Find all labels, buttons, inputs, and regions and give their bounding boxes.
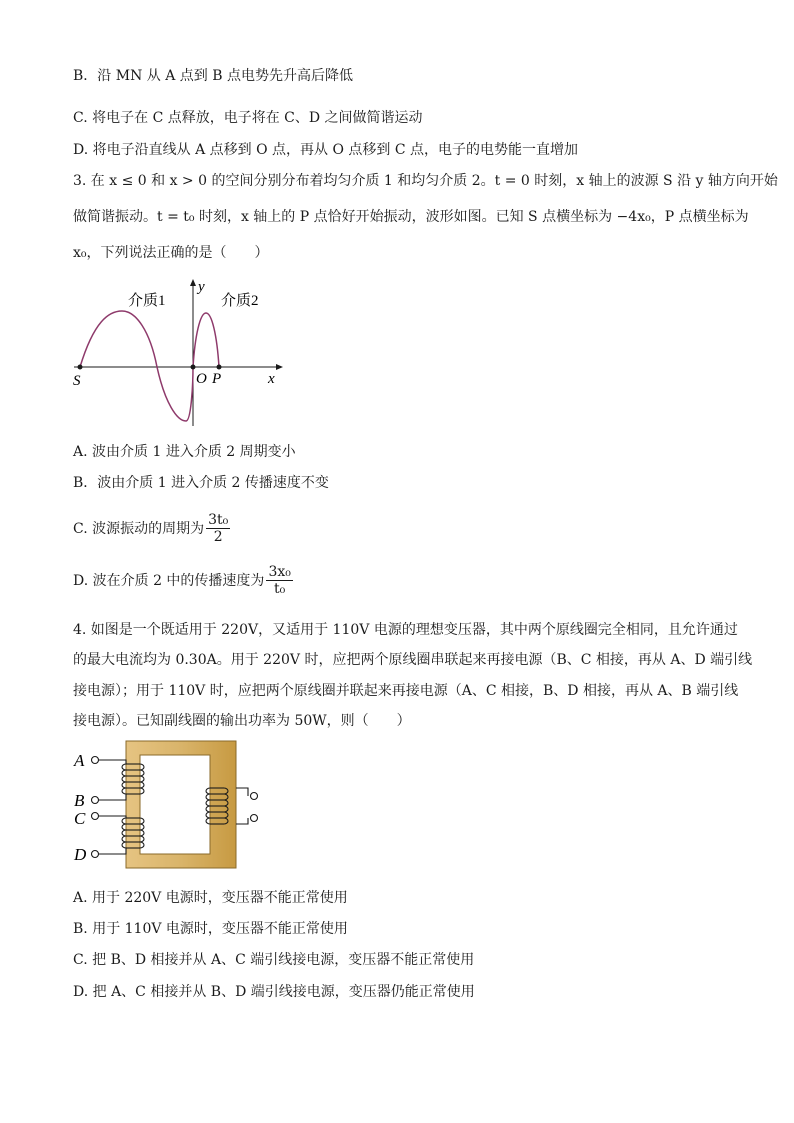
q3-option-d-text: D. 波在介质 2 中的传播速度为 (73, 572, 265, 589)
q3-option-d (73, 564, 293, 597)
q4-stem-line3: 接电源）；用于 110V 时，应把两个原线圈并联起来再接电源（A、C 相接，B、D 相接，再从 A、B 端引线 (73, 683, 739, 699)
q3-option-d-denominator: t₀ (274, 581, 286, 597)
point-S (78, 365, 83, 370)
transformer-core-window (140, 755, 210, 854)
q2-option-c: C. 将电子在 C 点释放，电子将在 C、D 之间做简谐运动 (73, 110, 423, 126)
label-medium1: 介质1 (128, 293, 166, 309)
y-axis-arrow (190, 279, 196, 286)
q3-option-c (73, 512, 230, 545)
q3-option-b: B．波由介质 1 进入介质 2 传播速度不变 (73, 475, 329, 491)
wave-medium2 (193, 313, 219, 367)
q3-option-d-numerator: 3x₀ (268, 564, 291, 580)
label-x: x (268, 371, 275, 387)
label-B: B (74, 791, 85, 810)
output-terminal-top (251, 793, 258, 800)
terminal-D (92, 851, 99, 858)
q4-option-d: D. 把 A、C 相接并从 B、D 端引线接电源，变压器仍能正常使用 (73, 984, 475, 1000)
q3-option-c-fraction (206, 512, 230, 545)
q3-stem-line1: 3. 在 x ≤ 0 和 x > 0 的空间分别分布着均匀介质 1 和均匀介质 2。t = 0 时刻，x 轴上的波源 S 沿 y 轴方向开始 (73, 173, 778, 189)
q4-stem-line4: 接电源）。已知副线圈的输出功率为 50W，则（ ） (73, 713, 411, 729)
q3-option-d-fraction (266, 564, 292, 597)
q3-stem-line3: x₀，下列说法正确的是（ ） (73, 245, 269, 261)
label-y: y (198, 279, 205, 295)
q2-option-d: D. 将电子沿直线从 A 点移到 O 点，再从 O 点移到 C 点，电子的电势能一直增加 (73, 142, 579, 158)
q4-stem-line1: 4. 如图是一个既适用于 220V，又适用于 110V 电源的理想变压器，其中两个原线圈完全相同，且允许通过 (73, 622, 738, 638)
q2-option-b: B．沿 MN 从 A 点到 B 点电势先升高后降低 (73, 68, 353, 84)
label-C: C (74, 809, 86, 828)
q3-option-a: A. 波由介质 1 进入介质 2 周期变小 (73, 444, 296, 460)
label-S: S (73, 373, 81, 389)
q3-stem-line2: 做简谐振动。t = t₀ 时刻，x 轴上的 P 点恰好开始振动，波形如图。已知 S 点横坐标为 −4x₀，P 点横坐标为 (73, 209, 749, 225)
wave-medium1 (80, 311, 193, 421)
point-P (217, 365, 222, 370)
q4-option-c: C. 把 B、D 相接并从 A、C 端引线接电源，变压器不能正常使用 (73, 952, 475, 968)
label-P: P (212, 371, 222, 387)
x-axis-arrow (276, 364, 283, 370)
point-O (191, 365, 196, 370)
label-medium2: 介质2 (221, 293, 259, 309)
terminal-C (92, 813, 99, 820)
output-terminal-bottom (251, 815, 258, 822)
terminal-B (92, 797, 99, 804)
q4-transformer-figure (70, 738, 280, 876)
label-A: A (74, 751, 85, 770)
q4-option-a: A. 用于 220V 电源时，变压器不能正常使用 (73, 890, 348, 906)
q3-wave-figure (70, 276, 290, 428)
terminal-A (92, 757, 99, 764)
label-D: D (74, 845, 87, 864)
q4-option-b: B. 用于 110V 电源时，变压器不能正常使用 (73, 921, 348, 937)
q3-option-c-denominator: 2 (213, 529, 223, 545)
label-O: O (196, 371, 207, 387)
q3-option-c-text: C. 波源振动的周期为 (73, 520, 205, 537)
q4-stem-line2: 的最大电流均为 0.30A。用于 220V 时，应把两个原线圈串联起来再接电源（B、C 相接，再从 A、D 端引线 (73, 652, 753, 668)
q3-option-c-numerator: 3t₀ (208, 512, 229, 528)
